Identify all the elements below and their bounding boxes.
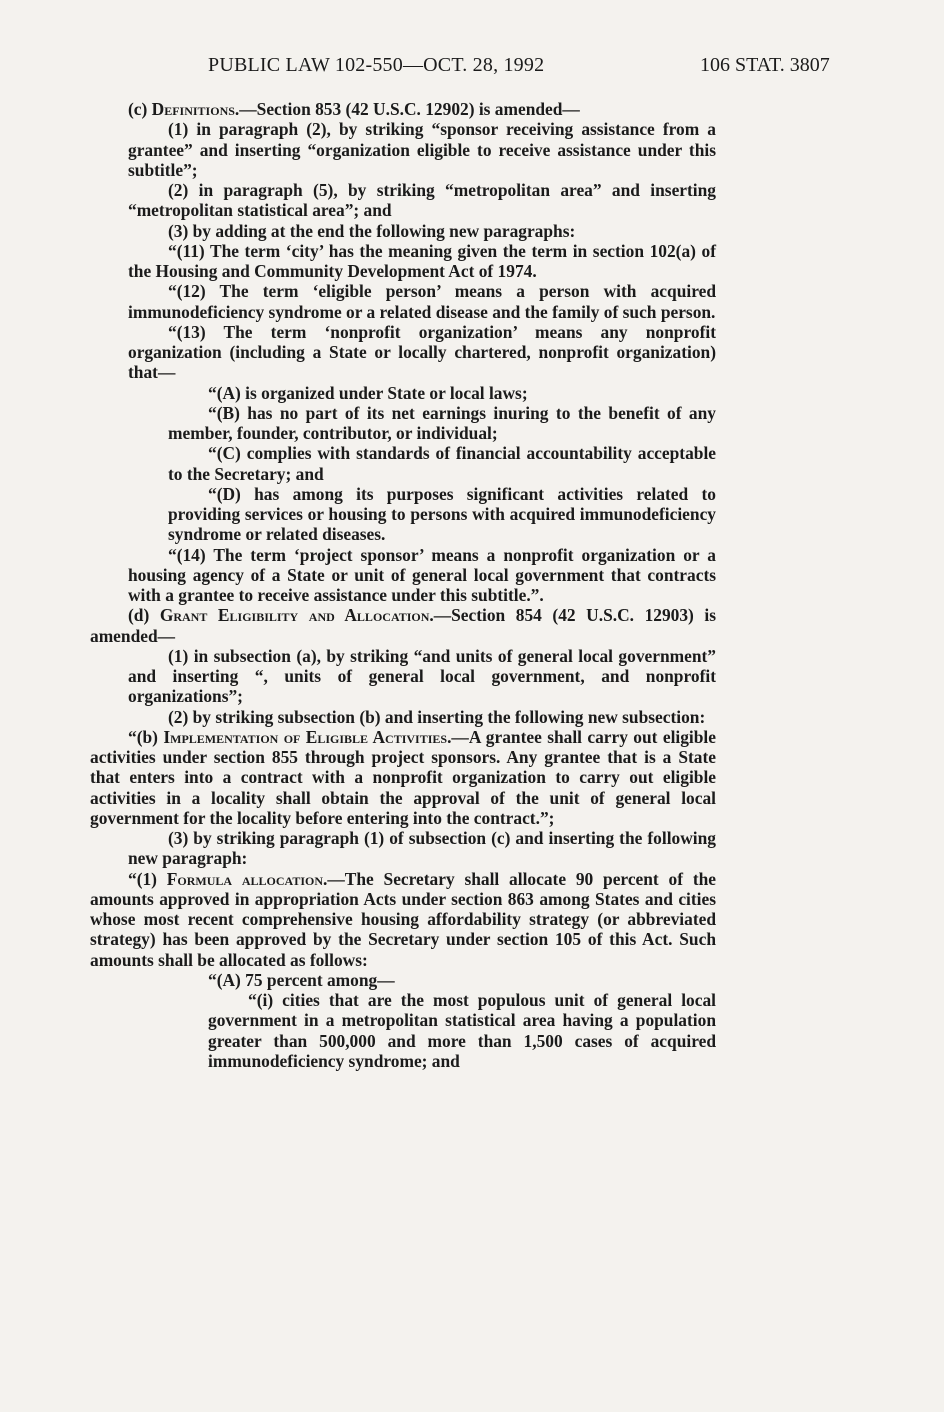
subsection-c-text: .—Section 853 (42 U.S.C. 12902) is amended— [234, 99, 580, 119]
formula-allocation [90, 869, 716, 970]
new-subsection-b [90, 727, 716, 828]
subsection-c-heading: Definitions [151, 99, 235, 119]
subsection-d-text: .—Section 854 (42 U.S.C. 12903) is amended— [90, 605, 717, 646]
definition-13-d: “(D) has among its purposes significant activities related to providing services or housing to persons with acquired immunodeficiency syndrome or related diseases. [168, 483, 716, 545]
paragraph-d2: (2) by striking subsection (b) and inserting the following new subsection: [168, 706, 706, 727]
definition-13-a: “(A) is organized under State or local laws; [208, 382, 528, 403]
formula-allocation-a: “(A) 75 percent among— [208, 969, 395, 990]
paragraph-d1: (1) in subsection (a), by striking “and units of general local government” and inserting “, units of general local government, and nonprofit organizations”; [128, 645, 716, 707]
paragraph-c2: (2) in paragraph (5), by striking “metropolitan area” and inserting “metropolitan statistical area”; and [128, 180, 716, 221]
running-header-citation: PUBLIC LAW 102-550—OCT. 28, 1992 [208, 54, 545, 76]
subsection-d-heading: Grant Eligibility and Allocation [159, 605, 430, 626]
paragraph-d3: (3) by striking paragraph (1) of subsection (c) and inserting the following new paragraph: [128, 828, 716, 869]
definition-13: “(13) The term ‘nonprofit organization’ means any nonprofit organization (including a State or locally chartered, nonprofit organization) that— [128, 321, 716, 383]
paragraph-c1: (1) in paragraph (2), by striking “sponsor receiving assistance from a grantee” and inserting “organization eligible to receive assistance under this subtitle”; [128, 119, 716, 180]
new-subsection-b-label: “(b) [128, 726, 164, 747]
definition-11: “(11) The term ‘city’ has the meaning given the term in section 102(a) of the Housing and Community Development Act of 1974. [128, 240, 716, 281]
subsection-c [90, 99, 716, 119]
subsection-d-label: (d) [128, 605, 160, 626]
definition-13-c: “(C) complies with standards of financial accountability acceptable to the Secretary; and [168, 443, 716, 484]
formula-allocation-label: “(1) [128, 868, 167, 889]
new-subsection-b-heading: Implementation of Eligible Activities [163, 726, 448, 747]
subsection-d [90, 605, 716, 646]
subsection-c-label: (c) [128, 99, 152, 119]
definition-14: “(14) The term ‘project sponsor’ means a nonprofit organization or a housing agency of a State or unit of general local government that contracts with a grantee to receive assistance under this subtitle.”. [128, 544, 716, 605]
running-header-page-ref: 106 STAT. 3807 [700, 54, 830, 76]
statute-body [90, 99, 716, 1071]
formula-allocation-text: .—The Secretary shall allocate 90 percent of the amounts approved in appropriation Acts under section 863 among States and cities whose most recent comprehensive housing affordability strategy (or abbreviated strategy) has been approved by the Secretary under section 105 of this Act. Such amounts shall be allocated as follows: [90, 868, 716, 970]
new-subsection-b-text: .—A grantee shall carry out eligible activities under section 855 through project sponsors. Any grantee that is a State that enters into a contract with a nonprofit organization to carry out eligible activities in a locality shall obtain the approval of the unit of general local government for the locality before entering into the contract.”; [90, 726, 716, 828]
definition-12: “(12) The term ‘eligible person’ means a person with acquired immunodeficiency syndrome or a related disease and the family of such person. [128, 281, 716, 322]
paragraph-c3: (3) by adding at the end the following new paragraphs: [168, 220, 576, 241]
definition-13-b: “(B) has no part of its net earnings inuring to the benefit of any member, founder, contributor, or individual; [168, 402, 716, 443]
formula-allocation-a-i: “(i) cities that are the most populous unit of general local government in a metropolitan statistical area having a population greater than 500,000 and more than 1,500 cases of acquired immunodeficiency syndrome; and [208, 990, 716, 1071]
formula-allocation-heading: Formula allocation [166, 868, 323, 889]
